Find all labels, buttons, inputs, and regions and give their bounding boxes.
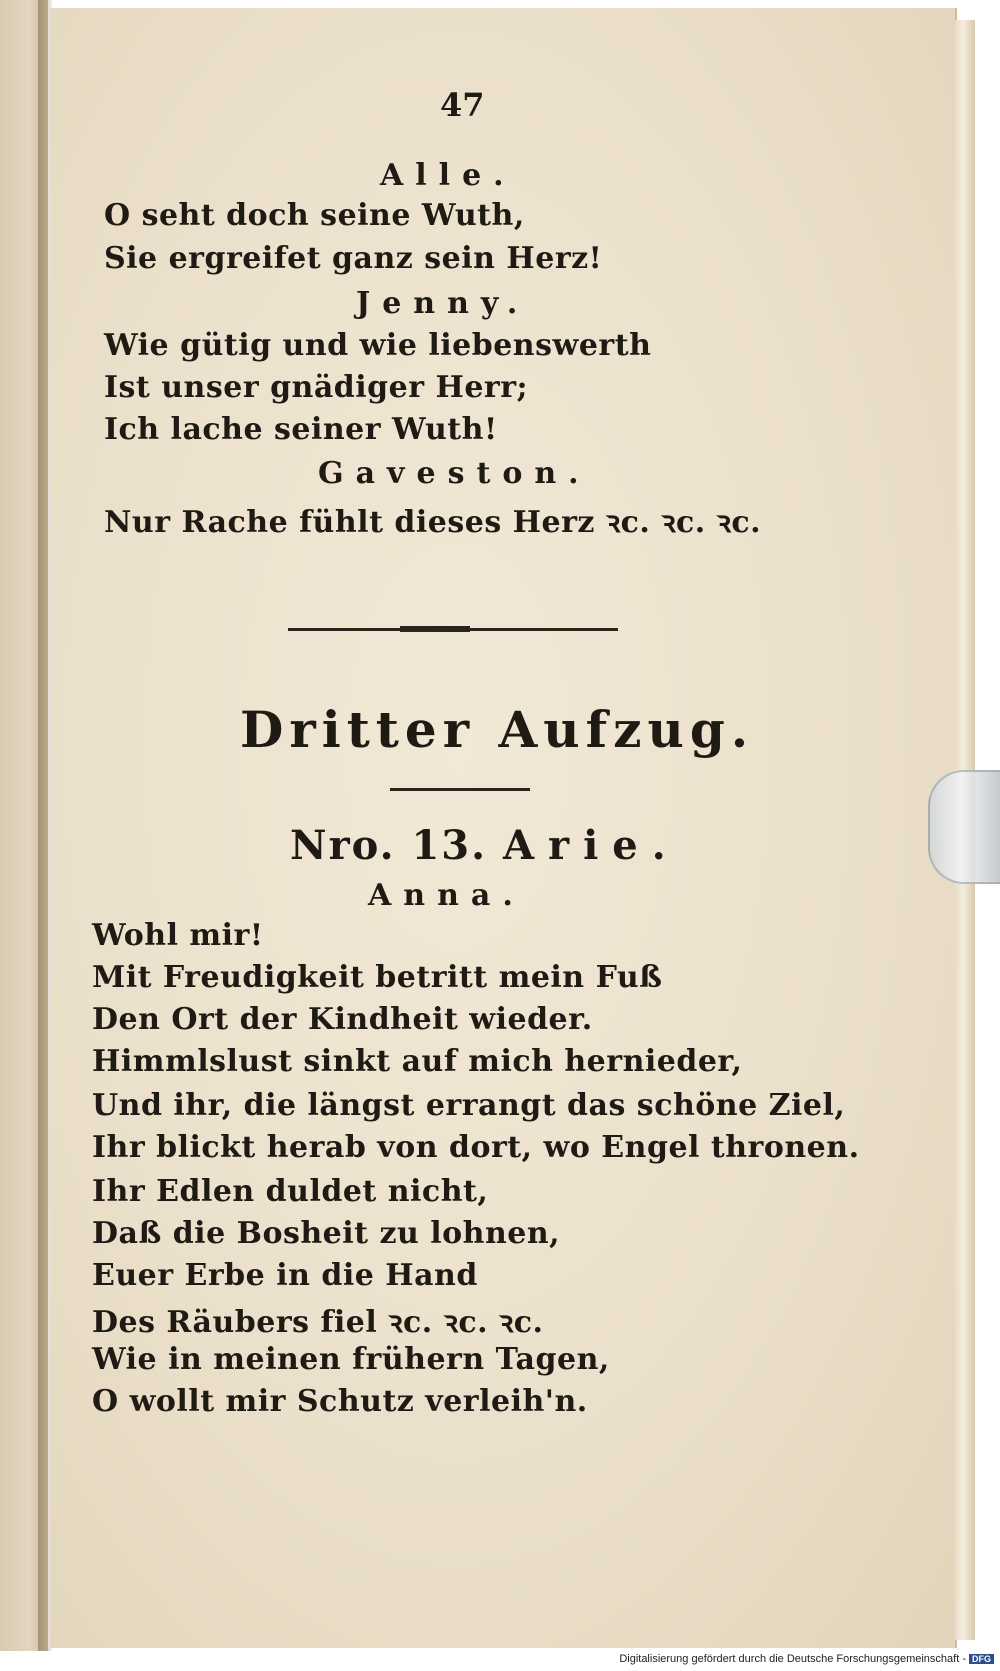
speaker-gaveston: Gaveston. (318, 456, 591, 491)
digitization-credit (619, 1653, 994, 1665)
page-number: 47 (440, 86, 485, 124)
number-kind: Arie. (503, 822, 680, 869)
aria-line: Ihr blickt herab von dort, wo Engel thronen. (92, 1130, 860, 1165)
aria-line: Mit Freudigkeit betritt mein Fuß (92, 960, 663, 995)
number-heading (290, 822, 680, 869)
verse-line: Wie gütig und wie liebenswerth (104, 328, 652, 363)
credit-text: Digitalisierung gefördert durch die Deutsche Forschungsgemeinschaft - (619, 1653, 966, 1665)
speaker-jenny: Jenny. (356, 286, 530, 321)
aria-line: Und ihr, die längst errangt das schöne Ziel, (92, 1088, 846, 1123)
section-divider-ornament (400, 626, 470, 632)
aria-line: Wohl mir! (92, 918, 264, 953)
verse-line: Sie ergreifet ganz sein Herz! (104, 241, 603, 276)
act-title-rule (390, 788, 530, 791)
act-title: Dritter Aufzug. (240, 700, 755, 759)
aria-line: Wie in meinen frühern Tagen, (92, 1342, 610, 1377)
aria-line: Daß die Bosheit zu lohnen, (92, 1216, 561, 1251)
aria-line: Des Räubers fiel ꝛc. ꝛc. ꝛc. (92, 1305, 544, 1340)
verse-line: O seht doch seine Wuth, (104, 198, 525, 233)
speaker-alle: Alle. (380, 158, 516, 193)
aria-line: Ihr Edlen duldet nicht, (92, 1174, 489, 1209)
aria-line: Den Ort der Kindheit wieder. (92, 1002, 593, 1037)
number-prefix: Nro. 13. (290, 822, 488, 869)
aria-line: O wollt mir Schutz verleih'n. (92, 1384, 588, 1419)
speaker-anna: Anna. (368, 878, 525, 913)
aria-line: Himmlslust sinkt auf mich hernieder, (92, 1044, 743, 1079)
dfg-logo: DFG (969, 1654, 994, 1664)
verse-line: Ich lache seiner Wuth! (104, 412, 498, 447)
aria-line: Euer Erbe in die Hand (92, 1258, 478, 1293)
page-clip-icon (928, 770, 1000, 884)
verse-line: Nur Rache fühlt dieses Herz ꝛc. ꝛc. ꝛc. (104, 505, 762, 540)
verse-line: Ist unser gnädiger Herr; (104, 370, 529, 405)
